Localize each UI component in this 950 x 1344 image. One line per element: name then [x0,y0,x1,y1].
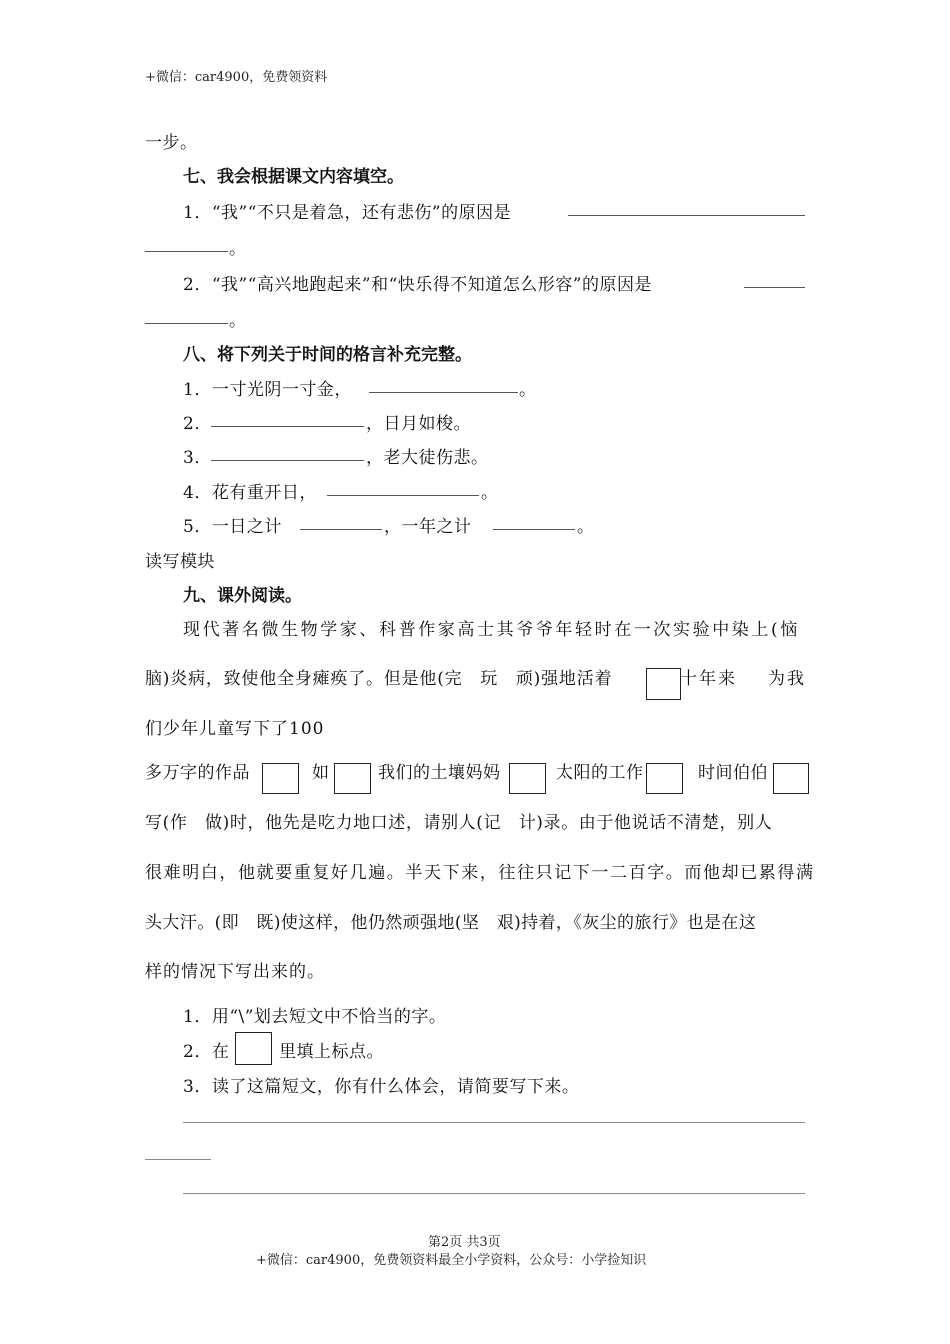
answer-blank[interactable] [211,460,364,461]
answer-blank[interactable] [744,287,805,288]
proverb-4: 4．花有重开日， [183,483,317,503]
module-title: 读写模块 [145,552,215,572]
passage-line-4e: 时间伯伯 [698,763,768,783]
passage-line-5: 写(作 做)时，他先是吃力地口述，请别人(记 计)录。由于他说话不清楚，别人 [145,813,773,833]
period: 。 [229,311,247,331]
section7-q1: 1．“我”“不只是着急，还有悲伤”的原因是 [183,203,512,223]
answer-blank[interactable] [327,495,479,496]
passage-line-3: 们少年儿童写下了100 [145,719,325,739]
section9-title: 九、课外阅读。 [183,586,302,606]
answer-blank[interactable] [145,323,228,324]
passage-line-6: 很难明白，他就要重复好几遍。半天下来，往往只记下一二百字。而他却已累得满 [145,863,815,883]
answer-blank[interactable] [211,426,364,427]
reading-q3: 3．读了这篇短文，你有什么体会，请简要写下来。 [183,1077,580,1097]
passage-line-4a: 多万字的作品 [145,763,250,783]
punctuation-box-example [235,1032,272,1065]
proverb-1: 1．一寸光阴一寸金， [183,380,352,400]
passage-line-2a: 脑)炎病，致使他全身瘫痪了。但是他(完 玩 顽)强地活着 [145,669,613,689]
reading-q1: 1．用“\”划去短文中不恰当的字。 [183,1007,447,1027]
writing-line[interactable] [183,1122,805,1123]
continuation-text: 一步。 [145,133,198,153]
passage-line-4d: 太阳的工作 [556,763,644,783]
reading-q2b: 里填上标点。 [279,1042,384,1062]
section7-title: 七、我会根据课文内容填空。 [183,167,404,187]
section8-title: 八、将下列关于时间的格言补充完整。 [183,345,472,365]
answer-blank[interactable] [145,251,228,252]
period: 。 [519,380,537,400]
punctuation-box[interactable] [334,763,371,794]
writing-line[interactable] [145,1159,211,1160]
passage-line-4c: 我们的土壤妈妈 [378,763,501,783]
punctuation-box[interactable] [646,668,681,700]
punctuation-box[interactable] [509,763,546,794]
period: 。 [577,517,595,537]
proverb-5b: ，一年之计 [384,517,472,537]
page-number: 第2页 共3页 [428,1235,501,1250]
proverb-3: ，老大徒伤悲。 [366,448,489,468]
punctuation-box[interactable] [773,763,809,794]
reading-q2a: 2．在 [183,1042,230,1062]
passage-line-4b: 如 [312,763,330,783]
page-header: +微信：car4900，免费领资料 [145,70,328,85]
writing-line[interactable] [183,1193,805,1194]
period: 。 [229,239,247,259]
section7-q2: 2．“我”“高兴地跑起来”和“快乐得不知道怎么形容”的原因是 [183,275,652,295]
period: 。 [481,483,499,503]
proverb-2-number: 2． [183,414,212,434]
passage-line-2b: 十年来 [680,669,737,689]
punctuation-box[interactable] [646,763,683,794]
answer-blank[interactable] [369,392,518,393]
proverb-2: ，日月如梭。 [366,414,471,434]
proverb-5a: 5．一日之计 [183,517,282,537]
punctuation-box[interactable] [262,763,299,794]
passage-line-8: 样的情况下写出来的。 [145,962,325,982]
page-footer: +微信：car4900，免费领资料最全小学资料，公众号：小学捡知识 [256,1253,647,1268]
passage-line-2c: 为我 [768,669,806,689]
passage-line-1: 现代著名微生物学家、科普作家高士其爷爷年轻时在一次实验中染上(恼 [183,620,800,640]
proverb-3-number: 3． [183,448,212,468]
answer-blank[interactable] [300,529,382,530]
answer-blank[interactable] [568,215,805,216]
answer-blank[interactable] [493,529,575,530]
passage-line-7: 头大汗。(即 既)使这样，他仍然顽强地(坚 艰)持着，《灰尘的旅行》也是在这 [145,913,757,933]
